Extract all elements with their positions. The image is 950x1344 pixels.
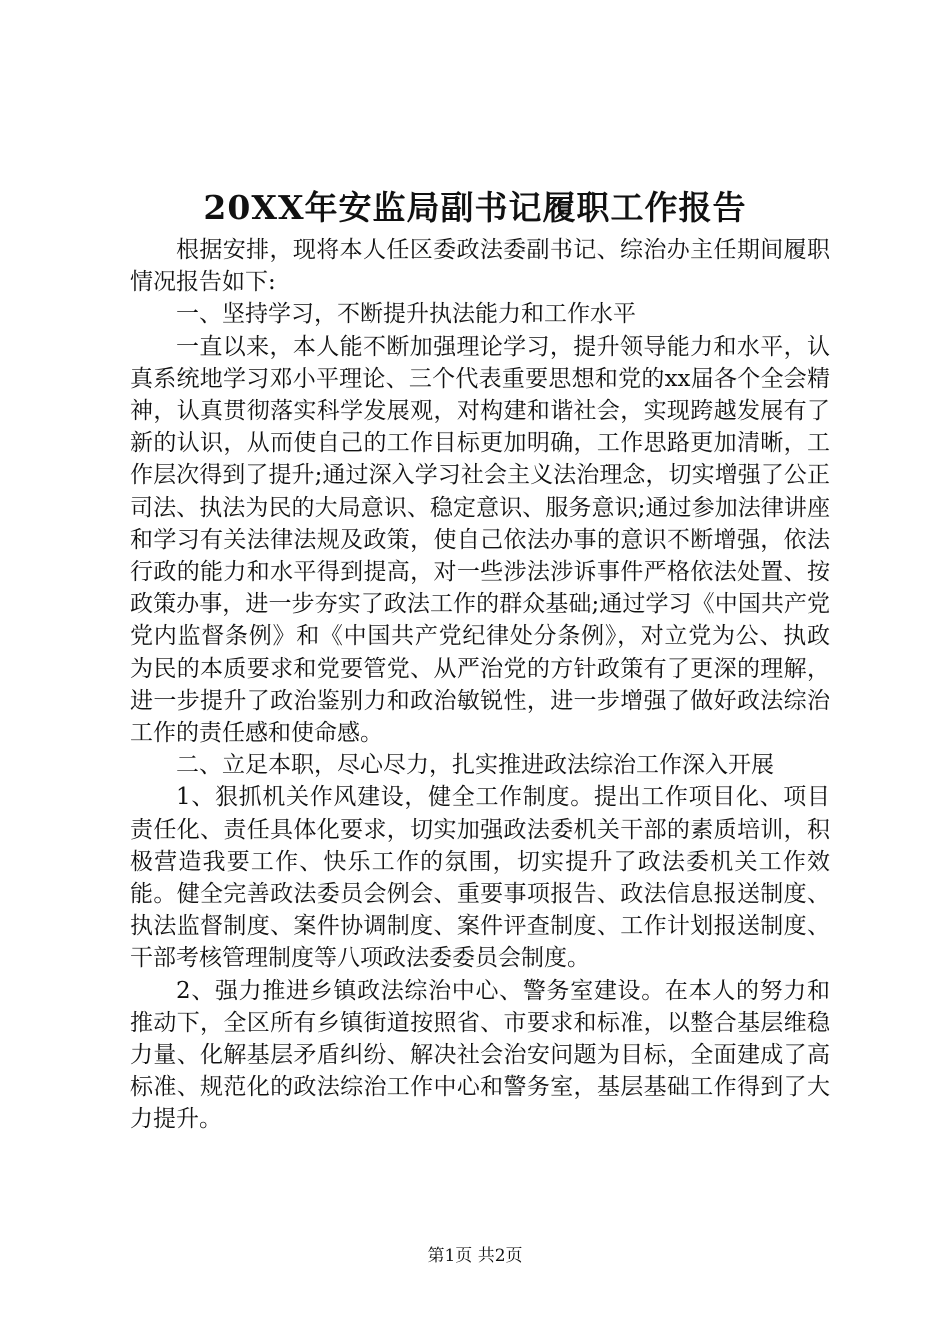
paragraph-study: 一直以来，本人能不断加强理论学习，提升领导能力和水平，认真系统地学习邓小平理论、三个代表重要思想和党的xx届各个全会精神，认真贯彻落实科学发展观，对构建和谐社会，实现跨越发展有了新的认识，从而使自己的工作目标更加明确，工作思路更加清晰，工作层次得到了提升;通过深入学习社会主义法治理念，切实增强了公正司法、执法为民的大局意识、稳定意识、服务意识;通过参加法律讲座和学习有关法律法规及政策，使自己依法办事的意识不断增强，依法行政的能力和水平得到提高，对一些涉法涉诉事件严格依法处置、按政策办事，进一步夯实了政法工作的群众基础;通过学习《中国共产党党内监督条例》和《中国共产党纪律处分条例》，对立党为公、执政为民的本质要求和党要管党、从严治党的方针政策有了更深的理解，进一步提升了政治鉴别力和政治敏锐性，进一步增强了做好政法综治工作的责任感和使命感。 bbox=[130, 333, 830, 747]
document-title: 20XX年安监局副书记履职工作报告 bbox=[203, 188, 747, 227]
document-body bbox=[130, 234, 830, 1136]
section-heading-1: 一、坚持学习，不断提升执法能力和工作水平 bbox=[176, 301, 636, 328]
paragraph-item-1: 1、狠抓机关作风建设，健全工作制度。提出工作项目化、项目责任化、责任具体化要求，切实加强政法委机关干部的素质培训，积极营造我要工作、快乐工作的氛围，切实提升了政法委机关工作效能。健全完善政法委员会例会、重要事项报告、政法信息报送制度、执法监督制度、案件协调制度、案件评查制度、工作计划报送制度、干部考核管理制度等八项政法委委员会制度。 bbox=[130, 784, 830, 972]
paragraph-item-2: 2、强力推进乡镇政法综治中心、警务室建设。在本人的努力和推动下，全区所有乡镇街道按照省、市要求和标准，以整合基层维稳力量、化解基层矛盾纠纷、解决社会治安问题为目标，全面建成了高标准、规范化的政法综治工作中心和警务室，基层基础工作得到了大力提升。 bbox=[130, 977, 830, 1133]
paragraph-intro: 根据安排，现将本人任区委政法委副书记、综治办主任期间履职情况报告如下: bbox=[130, 237, 830, 296]
page-number-footer: 第1页 共2页 bbox=[427, 1246, 523, 1266]
section-heading-2: 二、立足本职，尽心尽力，扎实推进政法综治工作深入开展 bbox=[176, 752, 774, 779]
